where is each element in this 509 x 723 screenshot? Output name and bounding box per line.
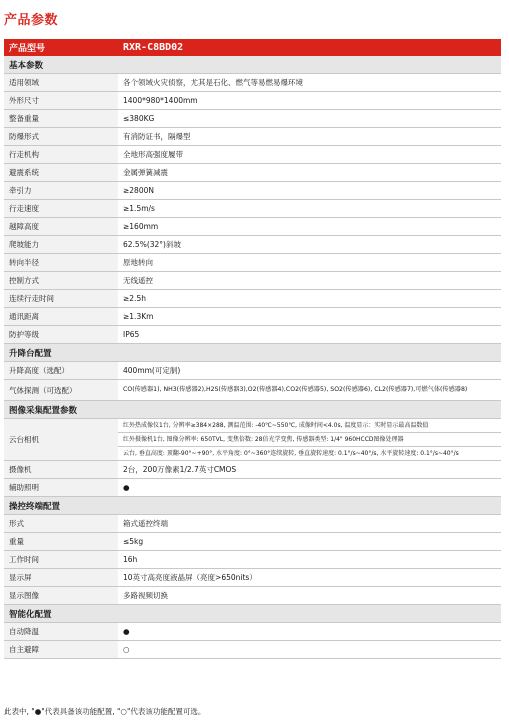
row-label: 摄像机 — [4, 461, 118, 479]
section-title: 操控终端配置 — [4, 497, 501, 515]
section-title: 图像采集配置参数 — [4, 401, 501, 419]
table-row — [4, 533, 501, 551]
row-label: 重量 — [4, 533, 118, 551]
row-label: 牵引力 — [4, 182, 118, 200]
table-row — [4, 110, 501, 128]
row-value: ○ — [118, 641, 501, 659]
row-label: 形式 — [4, 515, 118, 533]
header-model: RXR-C8BD02 — [118, 39, 501, 56]
table-row — [4, 569, 501, 587]
row-label: 行走速度 — [4, 200, 118, 218]
row-label: 爬坡能力 — [4, 236, 118, 254]
camera-details — [118, 419, 501, 461]
table-row — [4, 551, 501, 569]
row-label: 显示图像 — [4, 587, 118, 605]
row-label: 气体探测（可选配） — [4, 380, 118, 401]
table-row — [4, 362, 501, 380]
table-row — [4, 200, 501, 218]
table-row — [4, 272, 501, 290]
row-label: 控制方式 — [4, 272, 118, 290]
row-value: ≥2.5h — [118, 290, 501, 308]
row-label: 整备重量 — [4, 110, 118, 128]
row-value: ≥160mm — [118, 218, 501, 236]
table-row — [4, 92, 501, 110]
row-label: 自动降温 — [4, 623, 118, 641]
row-value: 400mm(可定制) — [118, 362, 501, 380]
row-value: CO(传感器1), NH3(传感器2),H2S(传感器3),O2(传感器4),CO2(传感器5), SO2(传感器6), CL2(传感器7),可燃气体(传感器8) — [118, 380, 501, 401]
table-row — [4, 515, 501, 533]
section-lift — [4, 344, 501, 362]
table-row — [4, 479, 501, 497]
row-value: ≥1.3Km — [118, 308, 501, 326]
table-row — [4, 461, 501, 479]
row-label: 避震系统 — [4, 164, 118, 182]
section-title: 升降台配置 — [4, 344, 501, 362]
row-label: 越障高度 — [4, 218, 118, 236]
row-value: 各个领域火灾侦察，尤其是石化、燃气等易燃易爆环境 — [118, 74, 501, 92]
table-row — [4, 254, 501, 272]
section-image — [4, 401, 501, 419]
row-value: ≥1.5m/s — [118, 200, 501, 218]
section-title: 智能化配置 — [4, 605, 501, 623]
row-value: 无线遥控 — [118, 272, 501, 290]
section-basic — [4, 56, 501, 74]
row-value: ● — [118, 479, 501, 497]
section-smart — [4, 605, 501, 623]
table-row — [4, 380, 501, 401]
camera-detail-line: 云台, 垂直高度: 顶翻-90°~+90°, 水平角度: 0°~360°连续旋转, 垂直旋转速度: 0.1°/s~40°/s, 水平旋转速度: 0.1°/s~40°/s — [123, 450, 459, 457]
row-value: 16h — [118, 551, 501, 569]
row-value: 多路视频切换 — [118, 587, 501, 605]
row-label: 工作时间 — [4, 551, 118, 569]
table-row — [4, 146, 501, 164]
row-value: IP65 — [118, 326, 501, 344]
table-row — [4, 164, 501, 182]
row-label: 辅助照明 — [4, 479, 118, 497]
section-control — [4, 497, 501, 515]
row-value: 原地转向 — [118, 254, 501, 272]
row-label: 自主避障 — [4, 641, 118, 659]
row-value: ≤5kg — [118, 533, 501, 551]
row-label: 转向半径 — [4, 254, 118, 272]
table-row — [4, 587, 501, 605]
row-value: ≤380KG — [118, 110, 501, 128]
row-label: 行走机构 — [4, 146, 118, 164]
table-row — [4, 74, 501, 92]
row-value: ≥2800N — [118, 182, 501, 200]
camera-detail-line: 红外摄像机1台, 图像分辨率: 650TVL, 变焦倍数: 28倍光学变焦, 传感器类型: 1/4" 960HCCD图像处理器 — [118, 433, 501, 447]
table-row — [4, 308, 501, 326]
row-value: 10英寸高亮度液晶屏（亮度>650nits） — [118, 569, 501, 587]
camera-detail-line: 红外热成像仪1台, 分辨率≥384×288, 测温范围: -40℃~550℃, 成像时间<4.0s, 温度显示：实时显示最高温数值 — [118, 419, 501, 433]
row-label: 防护等级 — [4, 326, 118, 344]
section-title: 基本参数 — [4, 56, 501, 74]
row-value: 1400*980*1400mm — [118, 92, 501, 110]
row-label: 云台相机 — [4, 419, 118, 461]
table-row — [4, 128, 501, 146]
row-value: 2台，200万像素1/2.7英寸CMOS — [118, 461, 501, 479]
spec-table — [4, 39, 501, 659]
table-row — [4, 290, 501, 308]
row-label: 连续行走时间 — [4, 290, 118, 308]
table-row — [4, 623, 501, 641]
row-label: 升降高度（选配） — [4, 362, 118, 380]
table-row — [4, 182, 501, 200]
table-row — [4, 218, 501, 236]
table-row — [4, 236, 501, 254]
row-value: 全地形高强度履带 — [118, 146, 501, 164]
row-label: 显示屏 — [4, 569, 118, 587]
table-row — [4, 641, 501, 659]
table-row — [4, 419, 501, 461]
footnote: 此表中, "●"代表具备该功能配置, "○"代表该功能配置可选。 — [4, 707, 206, 716]
row-label: 适用领域 — [4, 74, 118, 92]
row-value: 62.5%(32°)斜坡 — [118, 236, 501, 254]
page-title: 产品参数 — [4, 13, 59, 28]
table-row — [4, 326, 501, 344]
row-label: 外形尺寸 — [4, 92, 118, 110]
header-label: 产品型号 — [4, 39, 118, 56]
row-value: 箱式遥控终端 — [118, 515, 501, 533]
row-label: 通讯距离 — [4, 308, 118, 326]
row-value: 有消防证书，隔爆型 — [118, 128, 501, 146]
row-value: ● — [118, 623, 501, 641]
row-label: 防爆形式 — [4, 128, 118, 146]
row-value: 金属弹簧减震 — [118, 164, 501, 182]
table-header-row — [4, 39, 501, 56]
